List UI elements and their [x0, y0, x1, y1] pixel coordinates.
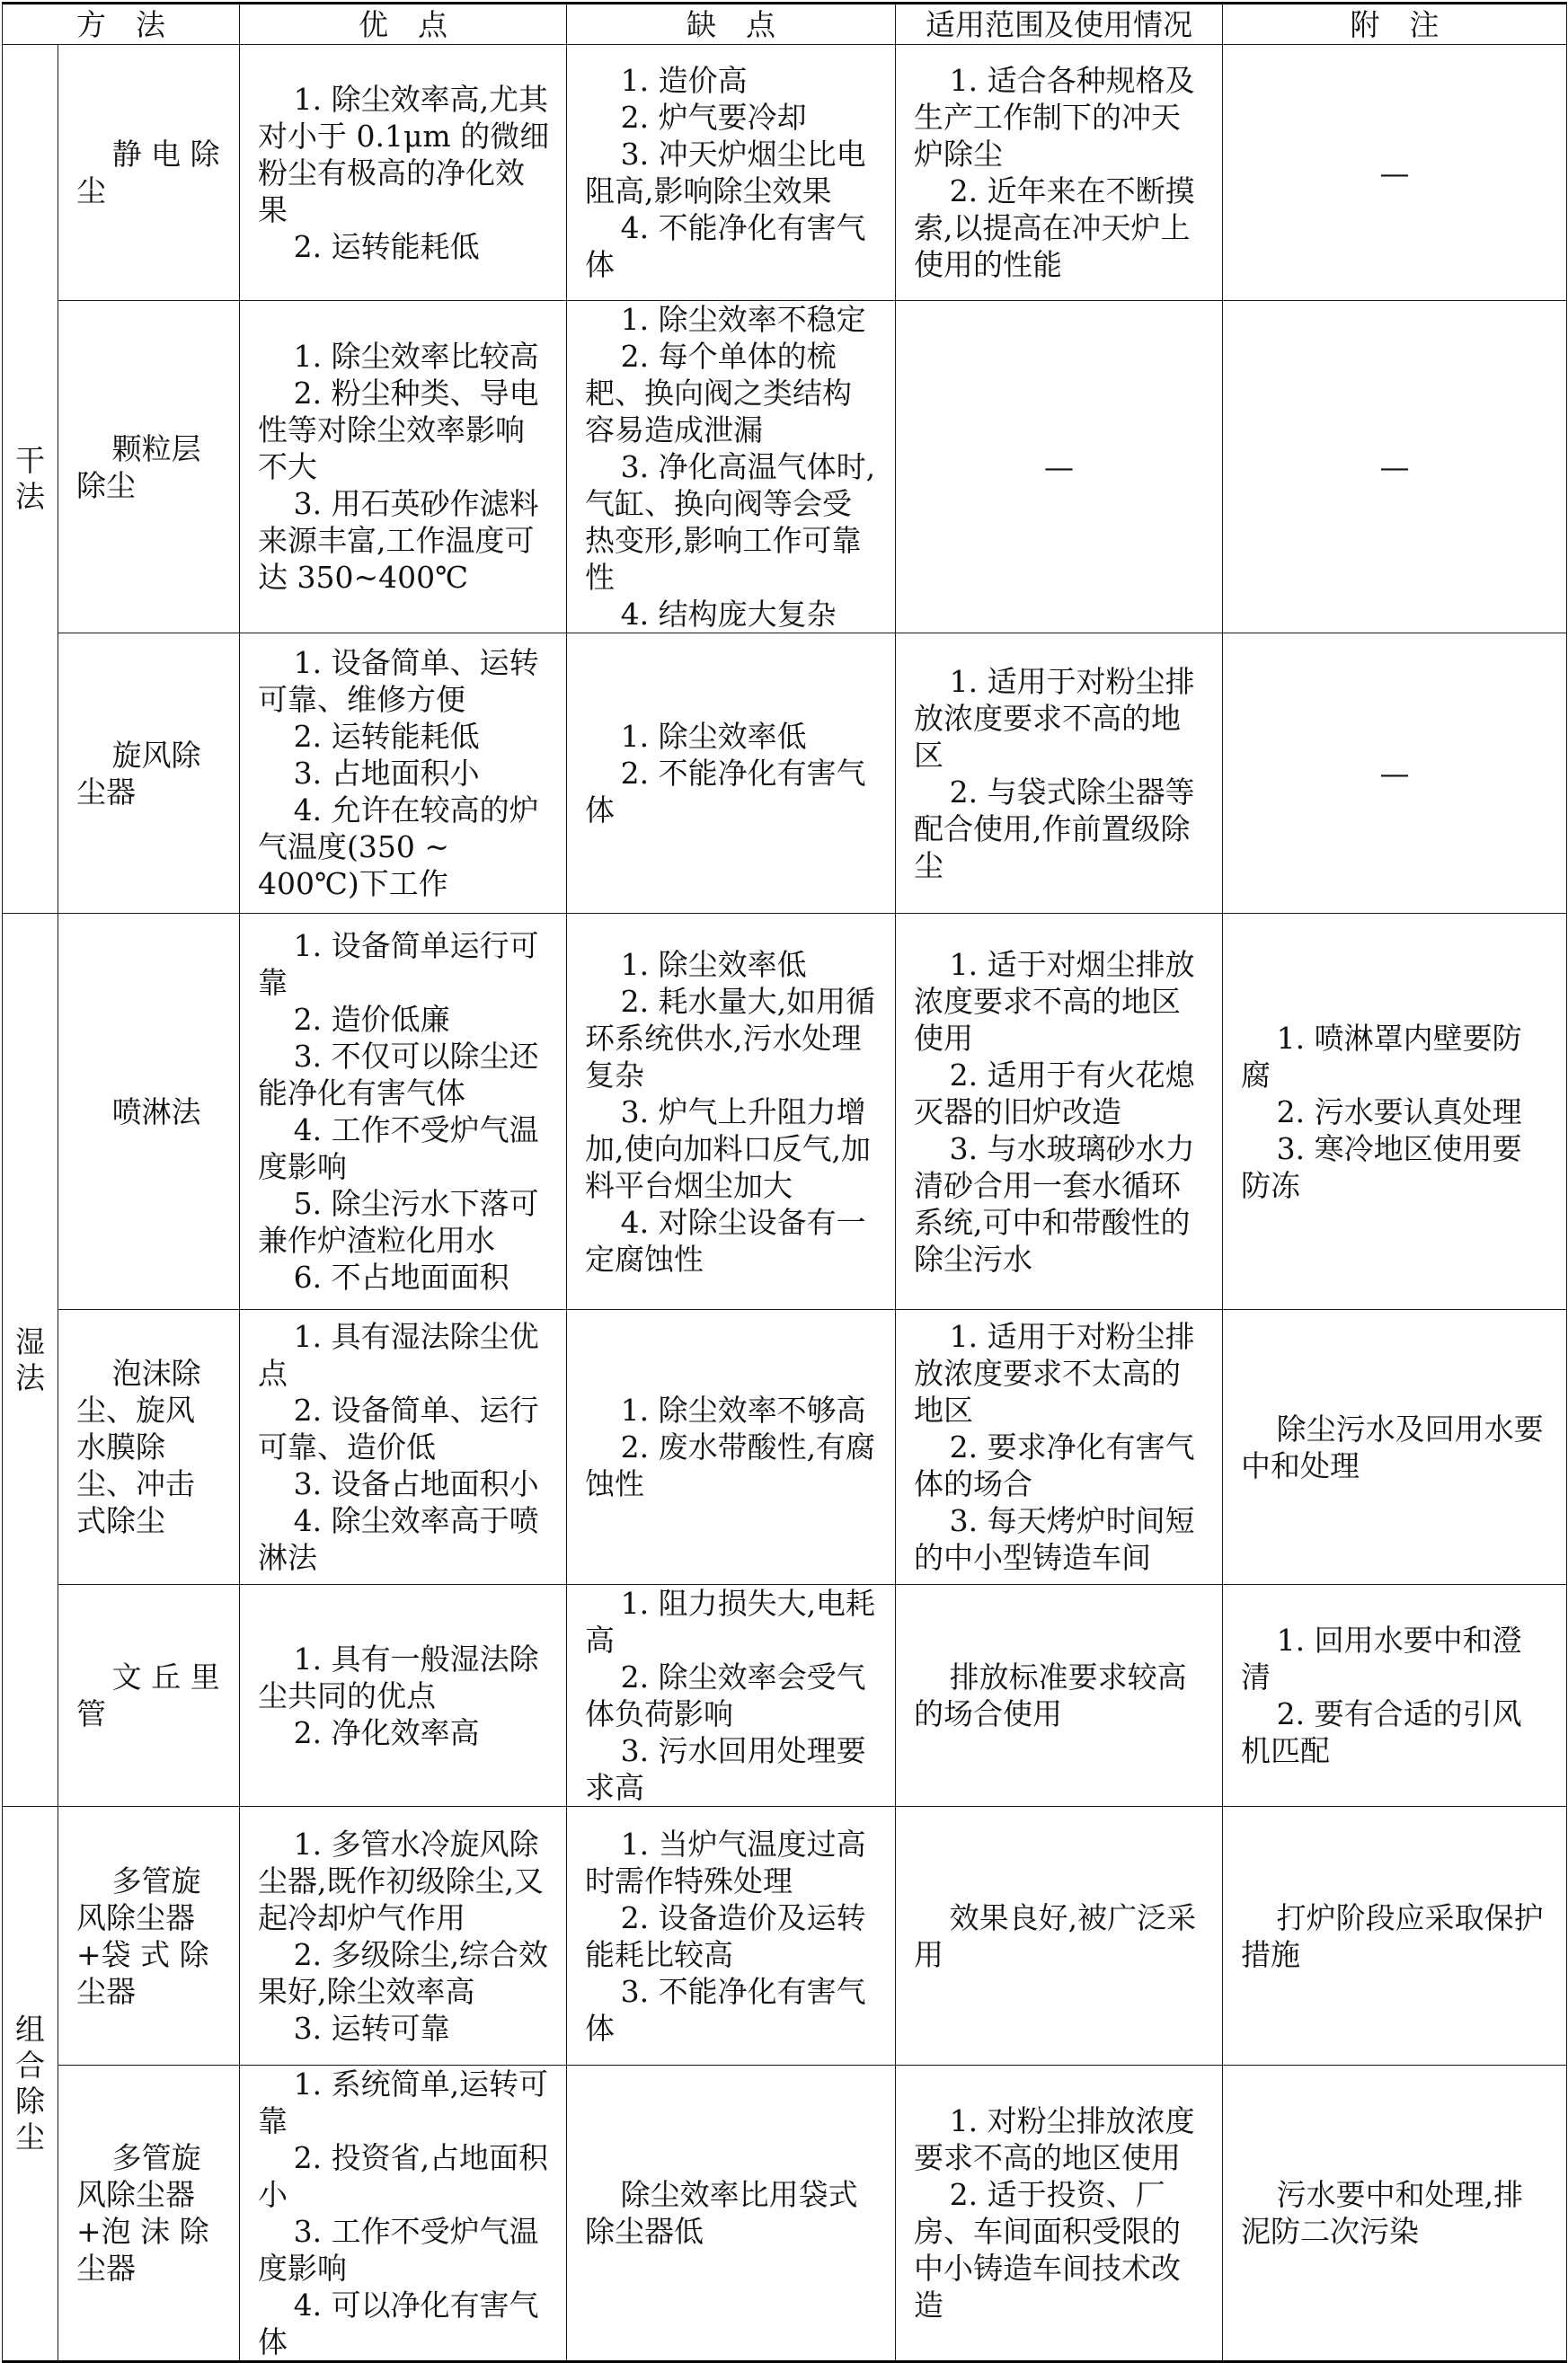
- disadvantages-cell-line: 1. 当炉气温度过高时需作特殊处理: [585, 1826, 866, 1898]
- disadvantages-cell-line: 1. 除尘效率低: [620, 719, 807, 754]
- notes-cell-line: 1. 回用水要中和澄清: [1241, 1623, 1522, 1695]
- advantages-cell-line: 6. 不占地面面积: [293, 1260, 509, 1295]
- advantages-cell-line: 1. 除尘效率高,尤其对小于 0.1μm 的微细粉尘有极高的净化效果: [258, 81, 550, 227]
- disadvantages-cell-line: 2. 除尘效率会受气体负荷影响: [585, 1659, 866, 1731]
- scope-cell-line: 1. 适合各种规格及生产工作制下的冲天炉除尘: [914, 63, 1195, 172]
- disadvantages-cell-line: 2. 炉气要冷却: [620, 100, 807, 135]
- scope-cell: [896, 1807, 1223, 2066]
- notes-cell-line: 打炉阶段应采取保护措施: [1241, 1899, 1544, 1972]
- method-label: 多管旋风除尘器+泡 沫 除尘器: [76, 2140, 209, 2286]
- advantages-cell-line: 3. 占地面积小: [293, 756, 480, 791]
- disadvantages-cell-line: 2. 不能净化有害气体: [585, 756, 866, 827]
- scope-cell-line: 1. 适用于对粉尘排放浓度要求不太高的地区: [914, 1319, 1195, 1428]
- disadvantages-cell: [567, 1310, 896, 1585]
- table-row: [3, 45, 1567, 301]
- notes-cell-line: —: [1379, 756, 1410, 791]
- notes-cell-line: —: [1379, 449, 1410, 484]
- advantages-cell: [240, 914, 567, 1310]
- notes-cell-line: —: [1379, 155, 1410, 190]
- notes-cell-line: 除尘污水及回用水要中和处理: [1241, 1411, 1544, 1483]
- advantages-cell-line: 2. 造价低廉: [293, 1002, 450, 1037]
- disadvantages-cell-line: 2. 耗水量大,如用循环系统供水,污水处理复杂: [585, 983, 876, 1093]
- header-disadvantages: 缺 点: [567, 4, 896, 45]
- scope-cell-line: —: [1044, 449, 1074, 484]
- advantages-cell: [240, 2066, 567, 2362]
- scope-cell-line: 3. 每天烤炉时间短的中小型铸造车间: [914, 1503, 1195, 1575]
- disadvantages-cell: [567, 1807, 896, 2066]
- scope-cell-line: 排放标准要求较高的场合使用: [914, 1659, 1187, 1731]
- table-row: [3, 1807, 1567, 2066]
- method-cell: [58, 2066, 240, 2362]
- advantages-cell-line: 1. 具有湿法除尘优点: [258, 1319, 539, 1391]
- category-cell: [3, 914, 58, 1807]
- advantages-cell-line: 1. 系统简单,运转可靠: [258, 2067, 549, 2138]
- advantages-cell-line: 4. 可以净化有害气体: [258, 2288, 539, 2359]
- disadvantages-cell-line: 3. 污水回用处理要求高: [585, 1733, 866, 1805]
- scope-cell-line: 3. 与水玻璃砂水力清砂合用一套水循环系统,可中和带酸性的除尘污水: [914, 1130, 1195, 1277]
- scope-cell-line: 2. 适于投资、厂房、车间面积受限的中小铸造车间技术改造: [914, 2177, 1181, 2323]
- advantages-cell-line: 2. 运转能耗低: [293, 228, 480, 264]
- disadvantages-cell-line: 4. 对除尘设备有一定腐蚀性: [585, 1204, 866, 1277]
- method-label: 旋风除尘器: [76, 737, 201, 810]
- scope-cell-line: 效果良好,被广泛采用: [914, 1899, 1197, 1972]
- notes-cell-line: 1. 喷淋罩内壁要防腐: [1241, 1020, 1522, 1093]
- category-label: 干法: [15, 443, 45, 514]
- notes-cell: [1223, 914, 1567, 1310]
- disadvantages-cell-line: 2. 废水带酸性,有腐蚀性: [585, 1429, 876, 1501]
- notes-cell-line: 2. 污水要认真处理: [1276, 1093, 1522, 1129]
- method-label: 文 丘 里管: [76, 1659, 220, 1731]
- category-label: 湿法: [15, 1323, 45, 1395]
- disadvantages-cell-line: 2. 每个单体的梳耙、换向阀之类结构容易造成泄漏: [585, 339, 852, 447]
- advantages-cell-line: 1. 设备简单、运转可靠、维修方便: [258, 645, 539, 717]
- advantages-cell-line: 1. 设备简单运行可靠: [258, 928, 539, 1000]
- advantages-cell-line: 2. 运转能耗低: [293, 719, 480, 754]
- header-method: 方 法: [3, 4, 240, 45]
- disadvantages-cell-line: 除尘效率比用袋式除尘器低: [585, 2177, 858, 2249]
- scope-cell-line: 1. 对粉尘排放浓度要求不高的地区使用: [914, 2103, 1195, 2175]
- advantages-cell-line: 3. 不仅可以除尘还能净化有害气体: [258, 1039, 539, 1111]
- disadvantages-cell-line: 3. 冲天炉烟尘比电阻高,影响除尘效果: [585, 137, 866, 208]
- disadvantages-cell: [567, 2066, 896, 2362]
- table-row: [3, 914, 1567, 1310]
- table-row: [3, 633, 1567, 914]
- advantages-cell-line: 1. 多管水冷旋风除尘器,既作初级除尘,又起冷却炉气作用: [258, 1826, 544, 1935]
- advantages-cell-line: 2. 粉尘种类、导电性等对除尘效率影响不大: [258, 376, 539, 484]
- scope-cell: [896, 1310, 1223, 1585]
- header-advantages: 优 点: [240, 4, 567, 45]
- method-cell: [58, 1310, 240, 1585]
- method-label: 颗粒层除尘: [76, 430, 201, 503]
- disadvantages-cell-line: 1. 除尘效率不稳定: [620, 302, 866, 337]
- advantages-cell: [240, 1310, 567, 1585]
- disadvantages-cell-line: 1. 除尘效率不够高: [620, 1393, 866, 1428]
- category-cell: [3, 45, 58, 914]
- advantages-cell: [240, 301, 567, 633]
- notes-cell-line: 3. 寒冷地区使用要防冻: [1241, 1130, 1522, 1203]
- dust-removal-comparison-table: [2, 2, 1567, 2363]
- notes-cell: [1223, 1310, 1567, 1585]
- disadvantages-cell: [567, 1585, 896, 1807]
- advantages-cell: [240, 1585, 567, 1807]
- scope-cell: [896, 2066, 1223, 2362]
- disadvantages-cell: [567, 633, 896, 914]
- disadvantages-cell-line: 3. 净化高温气体时,气缸、换向阀等会受热变形,影响工作可靠性: [585, 449, 876, 595]
- advantages-cell-line: 4. 工作不受炉气温度影响: [258, 1112, 539, 1184]
- method-cell: [58, 301, 240, 633]
- scope-cell: [896, 1585, 1223, 1807]
- scope-cell: [896, 914, 1223, 1310]
- disadvantages-cell: [567, 45, 896, 301]
- advantages-cell-line: 1. 除尘效率比较高: [293, 339, 539, 374]
- table-row: [3, 1585, 1567, 1807]
- method-label: 多管旋风除尘器+袋 式 除尘器: [76, 1863, 209, 2009]
- scope-cell-line: 1. 适于对烟尘排放浓度要求不高的地区使用: [914, 946, 1195, 1056]
- scope-cell-line: 2. 与袋式除尘器等配合使用,作前置级除尘: [914, 774, 1195, 883]
- scope-cell: [896, 301, 1223, 633]
- disadvantages-cell-line: 3. 不能净化有害气体: [585, 1973, 866, 2046]
- method-cell: [58, 633, 240, 914]
- table-row: [3, 301, 1567, 633]
- scope-cell-line: 1. 适用于对粉尘排放浓度要求不高的地区: [914, 663, 1195, 773]
- advantages-cell: [240, 1807, 567, 2066]
- scope-cell: [896, 633, 1223, 914]
- advantages-cell-line: 5. 除尘污水下落可兼作炉渣粒化用水: [258, 1186, 539, 1258]
- advantages-cell-line: 3. 运转可靠: [293, 2010, 450, 2046]
- advantages-cell-line: 3. 设备占地面积小: [293, 1466, 539, 1501]
- advantages-cell: [240, 45, 567, 301]
- method-cell: [58, 1585, 240, 1807]
- disadvantages-cell-line: 4. 不能净化有害气体: [585, 210, 866, 282]
- notes-cell: [1223, 2066, 1567, 2362]
- notes-cell: [1223, 45, 1567, 301]
- category-cell: [3, 1807, 58, 2362]
- table-row: [3, 2066, 1567, 2362]
- disadvantages-cell-line: 1. 阻力损失大,电耗高: [585, 1586, 876, 1658]
- disadvantages-cell-line: 1. 造价高: [620, 63, 748, 98]
- advantages-cell-line: 4. 除尘效率高于喷淋法: [258, 1503, 539, 1575]
- scope-cell-line: 2. 要求净化有害气体的场合: [914, 1429, 1195, 1501]
- advantages-cell-line: 2. 多级除尘,综合效果好,除尘效率高: [258, 1936, 549, 2009]
- scope-cell: [896, 45, 1223, 301]
- notes-cell: [1223, 633, 1567, 914]
- header-scope: 适用范围及使用情况: [896, 4, 1223, 45]
- notes-cell: [1223, 1807, 1567, 2066]
- notes-cell: [1223, 1585, 1567, 1807]
- scope-cell-line: 2. 近年来在不断摸索,以提高在冲天炉上使用的性能: [914, 173, 1195, 282]
- disadvantages-cell-line: 4. 结构庞大复杂: [620, 597, 837, 632]
- method-cell: [58, 45, 240, 301]
- disadvantages-cell: [567, 914, 896, 1310]
- method-cell: [58, 1807, 240, 2066]
- table-row: [3, 1310, 1567, 1585]
- scope-cell-line: 2. 适用于有火花熄灭器的旧炉改造: [914, 1057, 1195, 1129]
- category-label: 组合除尘: [15, 2012, 45, 2155]
- notes-cell-line: 污水要中和处理,排泥防二次污染: [1241, 2177, 1524, 2249]
- advantages-cell-line: 1. 具有一般湿法除尘共同的优点: [258, 1641, 539, 1713]
- advantages-cell-line: 3. 用石英砂作滤料来源丰富,工作温度可达 350~400℃: [258, 486, 539, 595]
- advantages-cell-line: 3. 工作不受炉气温度影响: [258, 2214, 539, 2286]
- advantages-cell-line: 4. 允许在较高的炉气温度(350 ~ 400℃)下工作: [258, 792, 539, 901]
- method-label: 泡沫除尘、旋风水膜除尘、冲击式除尘: [76, 1356, 201, 1538]
- advantages-cell-line: 2. 投资省,占地面积小: [258, 2140, 549, 2212]
- method-label: 静 电 除尘: [76, 137, 220, 208]
- disadvantages-cell-line: 3. 炉气上升阻力增加,使向加料口反气,加料平台烟尘加大: [585, 1093, 871, 1203]
- header-notes: 附 注: [1223, 4, 1567, 45]
- method-label: 喷淋法: [111, 1093, 201, 1129]
- advantages-cell-line: 2. 设备简单、运行可靠、造价低: [258, 1393, 539, 1465]
- disadvantages-cell: [567, 301, 896, 633]
- disadvantages-cell-line: 1. 除尘效率低: [620, 946, 807, 982]
- notes-cell: [1223, 301, 1567, 633]
- advantages-cell-line: 2. 净化效率高: [293, 1714, 480, 1750]
- disadvantages-cell-line: 2. 设备造价及运转能耗比较高: [585, 1899, 866, 1972]
- notes-cell-line: 2. 要有合适的引风机匹配: [1241, 1696, 1522, 1768]
- advantages-cell: [240, 633, 567, 914]
- method-cell: [58, 914, 240, 1310]
- header-row: [3, 4, 1567, 45]
